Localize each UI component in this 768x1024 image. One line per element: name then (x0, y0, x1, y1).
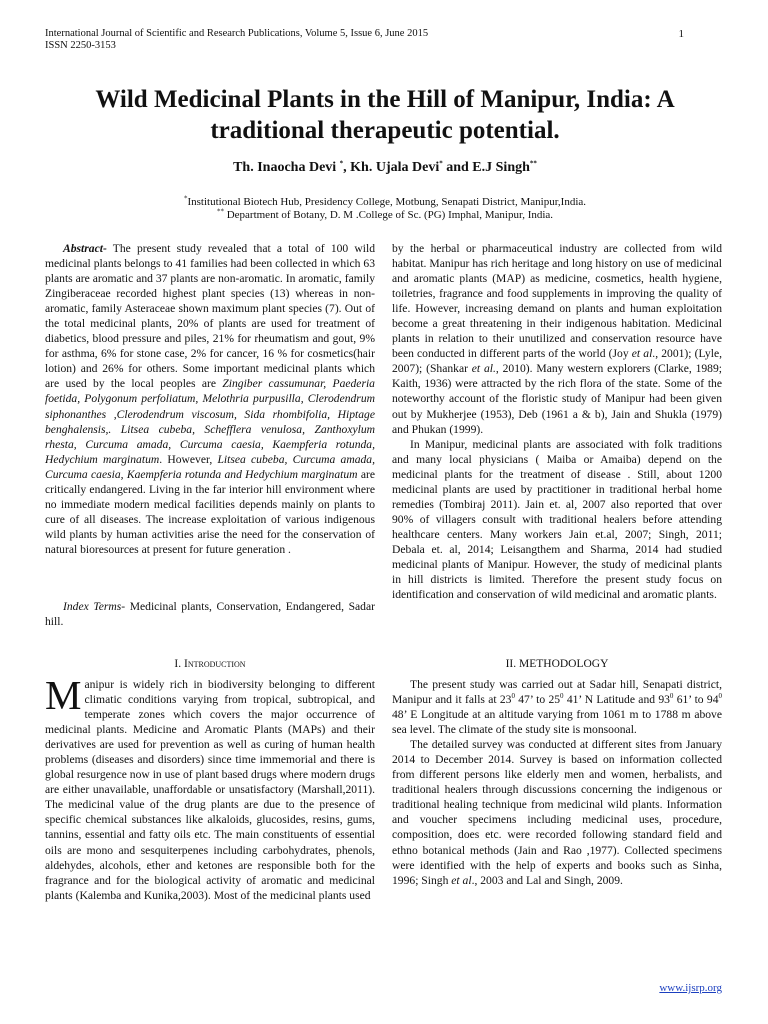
index-terms-heading: Index Terms (63, 600, 122, 613)
introduction-text: anipur is widely rich in biodiversity belonging to different climatic conditions varying from tropical, subtropical, and temperate zones which covers the major occurrence of medicinal plants. Medicine and Aromatic Plants (MAPs) and their derivatives are used for prevention as well as curing of human health problems (diseases and disorders) since time immemorial and there is global resurgence now in use of plant based drugs where modern drugs are either unavailable, unaffordable or unsatisfactory (Marshall,2011). The medicinal value of the drug plants are due to the presence of specific chemical substances like alkaloids, glucosides, resins, gums, tannins, essential and fatty oils etc. The main constituents of essential oils are mono and sesquiterpenes including carbohydrates, phenols, aldehydes, alcohols, ether and ketones are responsible both for the fragrance and for the biological activity of aromatic and medicinal plants (Kalemba and Kunika,2003). Most of the medicinal plants used (45, 678, 375, 902)
author-1-mark: * (339, 159, 344, 168)
intro-cont-paragraph-2: In Manipur, medicinal plants are associated with folk traditions and many local physicians ( Maiba or Amaiba) depend on the medicinal plants for the treatment of disease . Still, about 1200 medicinal plants are used by practitioner in traditional herbal home remedies (Tombiraj 2011). Jain et. al, 2007 also reported that over 90% of villagers consult with traditional healers before attending healthcare centers. Many workers Jain et.al, 2007; Singh, 2011; Debala et. al, 2014; Leisangthem and Sharma, 2014 had studied medicinal plants of Manipur. However, the study of medicinal plants in hill districts is limited. Therefore the present study focus on identification and conservation of wild medicinal and aromatic plants. (392, 437, 722, 602)
index-terms (45, 599, 375, 629)
method-text-3: 41’ N Latitude and 93 (563, 693, 670, 707)
intro-cont-text-3: , 2010). Many western explorers (Clarke, 1989; Kaith, 1936) were attracted by the rich flora of the state. Some of the noteworthy account of the floristic study of Manipur had been given out by Mukherjee (1953), Deb (1961 a & b), Jain and Shukla (1979) and Phukan (1999). (392, 362, 722, 436)
abstract-species-2: Litsea cubeba, Curcuma amada, Curcuma caesia, Kaempferia rotunda and Hedychium marginatum (45, 452, 375, 481)
intro-cont-text-1: by the herbal or pharmaceutical industry are collected from wild habitat. Manipur has rich heritage and long history on use of medicinal and aromatic plants (MAP) as medicine, cosmetics, health hygiene, toiletries, fragrance and food supplements in improving the quality of life. However, increasing demand on plants and human exploitation become a great threatening in their indigenous habitation. Medicinal plants in relation to their unutilized and conservation resource have been conducted in different parts of the world (Joy (392, 242, 722, 361)
introduction-body (45, 672, 375, 903)
abstract-text-3: are critically endangered. Living in the far interior hill environment where no immediate modern medical facilities depends mainly on plants to cure of all diseases. The increase exploitation of various indigenous wild plants by human activities arise the need for the conservation of natural bioresources at present for future generation . (45, 467, 375, 556)
journal-header: International Journal of Scientific and Research Publications, Volume 5, Issue 6, June 2015 (45, 28, 429, 39)
method-text-7: ., 2003 and Lal and Singh, 2009. (471, 873, 623, 887)
affiliation-2-text: Department of Botany, D. M .College of Sc. (PG) Imphal, Manipur, India. (223, 209, 554, 221)
introduction-title: Introduction (183, 658, 246, 670)
abstract-text-1: The present study revealed that a total of 100 wild medicinal plants belongs to 41 families had been collected in which 63 plants are aromatic and 37 plants are non-aromatic. In aromatic, family Zingiberaceae recorded highest plant species (13) whereas in non-aromatic, family Asteraceae shown maximum plant species (7). Out of the total medicinal plants, 20% of plants are used for treatment of diabetics, blood pressure and piles, 21% for rheumatism and gout, 9% for asthma, 6% for stone case, 2% for cancer, 16 % for cosmetics(hair lotion) and 26% for others. Some important medicinal plants which are used by the local peoples are (45, 242, 375, 391)
abstract-heading: Abstract- (63, 242, 107, 255)
etal-2: et al. (471, 362, 496, 376)
method-text-2: 47’ to 25 (514, 693, 561, 707)
degree-mark-3: 0 (669, 692, 674, 701)
author-3-mark: ** (529, 159, 537, 168)
author-2: , Kh. Ujala Devi (343, 160, 440, 175)
etal-1: et al (631, 347, 653, 361)
methodology-body (392, 677, 722, 888)
abstract-species-1: Zingiber cassumunar, Paederia foetida, Polygonum perfoliatum, Melothria purpusilla, Clerodendrum siphonanthes ,Clerodendrum viscosum, Sida rhombifolia, Hiptage benghalensis,. Litsea cubeba, Schefflera venulosa, Zanthoxylum rhesta, Curcuma amada, Curcuma caesia, Kaempferia rotunda, Hedychium marginatum (45, 377, 375, 466)
degree-mark-2: 0 (560, 692, 564, 701)
introduction-numeral: I. (174, 658, 184, 670)
affiliation-2-mark: ** (216, 207, 224, 216)
title-line-1: Wild Medicinal Plants in the Hill of Manipur, India: A (95, 86, 675, 113)
author-1: Th. Inaocha Devi (233, 160, 340, 175)
author-3: and E.J Singh (442, 160, 530, 175)
affiliation-1-text: Institutional Biotech Hub, Presidency College, Motbung, Senapati District, Manipur,India. (187, 196, 587, 208)
page-number: 1 (678, 28, 684, 40)
methodology-heading: II. METHODOLOGY (505, 658, 609, 670)
title-line-2: traditional therapeutic potential. (210, 117, 560, 144)
method-text-6: The detailed survey was conducted at different sites from January 2014 to December 2014. Survey is based on information collected from different persons like elderly men and women, herbalists, and traditional healers through discussions concerning the indigenous or traditional healing technique from medicinal wild plants. Information and voucher specimens including medicinal uses, procedure, composition, does etc. were recorded following standard field and ethno botanical methods (Jain and Rao ,1977). Collected specimens were identified with the help of experts and books such as Sinha, 1996; Singh (392, 738, 722, 887)
author-2-mark: * (439, 159, 443, 168)
introduction-heading (45, 658, 375, 670)
degree-mark-1: 0 (511, 692, 515, 701)
paper-title (40, 84, 730, 146)
etal-3: et al (451, 873, 472, 887)
abstract-text-2: . However, (159, 452, 218, 466)
index-terms-text: - Medicinal plants, Conservation, Endangered, Sadar hill. (45, 600, 375, 629)
degree-mark-4: 0 (718, 692, 722, 701)
author-list (40, 160, 730, 176)
abstract (45, 241, 375, 557)
journal-url-link[interactable]: www.ijsrp.org (659, 982, 722, 994)
issn: ISSN 2250-3153 (45, 40, 116, 51)
method-text-5: 48’ E Longitude at an altitude varying from 1061 m to 1788 m above sea level. The climate of the study site is monsoonal. (392, 708, 722, 737)
method-text-1: The present study was carried out at Sadar hill, Senapati district, Manipur and it falls at 23 (392, 678, 722, 707)
method-text-4: 61’ to 94 (673, 693, 719, 707)
affiliation-1 (40, 195, 730, 209)
affiliation-2 (40, 208, 730, 222)
intro-continued (392, 241, 722, 602)
affiliation-1-mark: * (183, 194, 188, 203)
drop-cap: M (45, 672, 82, 718)
intro-cont-text-2: ., 2001); (Lyle, 2007); (Shankar (392, 347, 722, 376)
